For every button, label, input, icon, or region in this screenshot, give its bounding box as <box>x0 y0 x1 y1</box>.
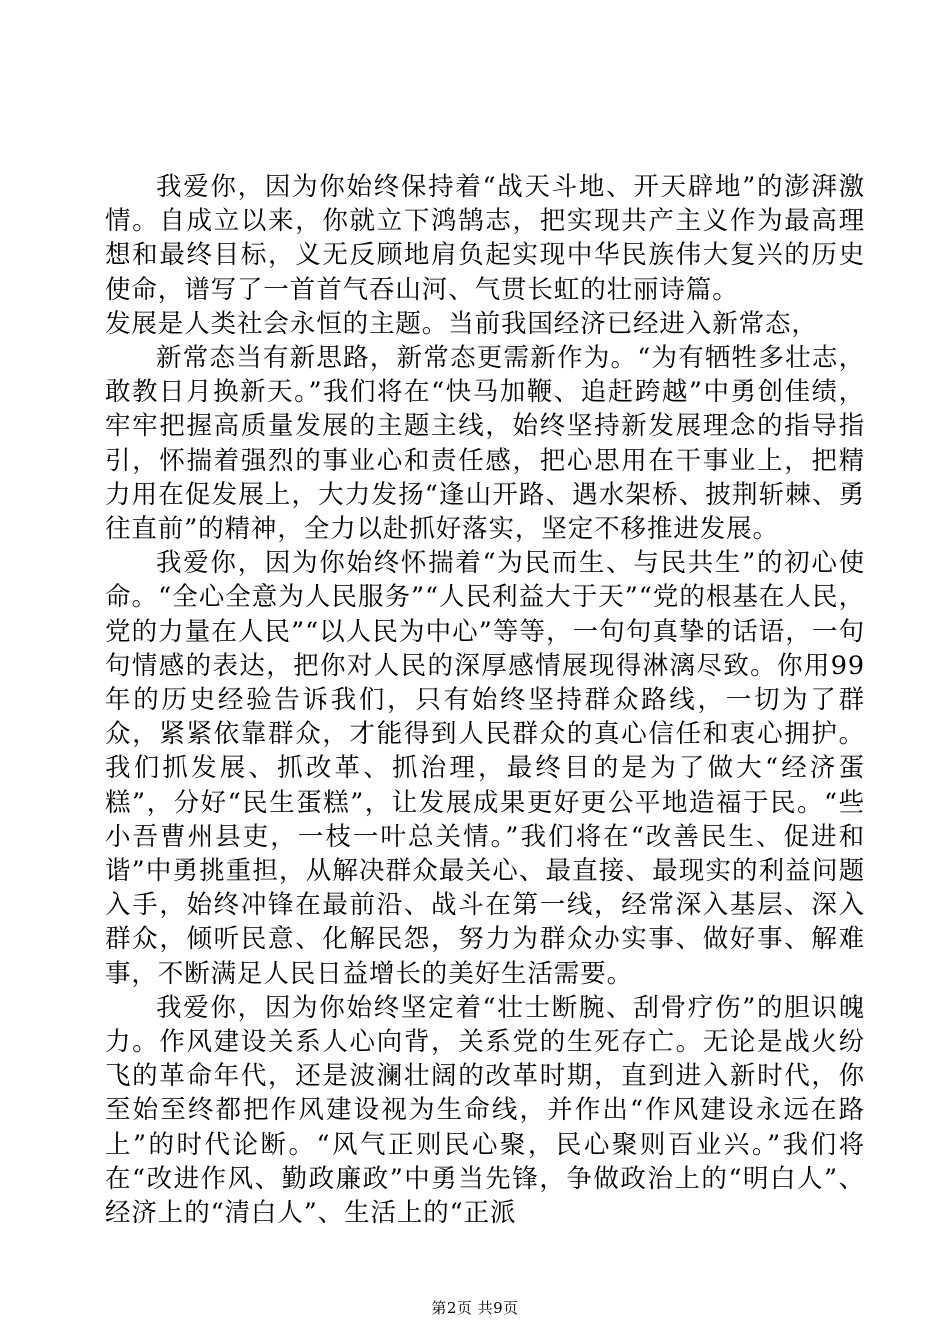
page-number-label: 第2页 共9页 <box>431 1299 519 1317</box>
paragraph-1: 我爱你，因为你始终保持着“战天斗地、开天辟地”的澎湃激情。自成立以来，你就立下鸿鹄志，把实现共产主义作为最高理想和最终目标，义无反顾地肩负起实现中华民族伟大复兴的历史使命，谱写了一首首气吞山河、气贯长虹的壮丽诗篇。 <box>105 172 865 305</box>
paragraph-3: 我爱你，因为你始终怀揣着“为民而生、与民共生”的初心使命。“全心全意为人民服务”“人民利益大于天”“党的根基在人民，党的力量在人民”“以人民为中心”等等，一句句真挚的话语，一句句情感的表达，把你对人民的深厚感情展现得淋漓尽致。你用99年的历史经验告诉我们，只有始终坚持群众路线，一切为了群众，紧紧依靠群众，才能得到人民群众的真心信任和衷心拥护。我们抓发展、抓改革、抓治理，最终目的是为了做大“经济蛋糕”，分好“民生蛋糕”，让发展成果更好更公平地造福于民。“些小吾曹州县吏，一枝一叶总关情。”我们将在“改善民生、促进和谐”中勇挑重担，从解决群众最关心、最直接、最现实的利益问题入手，始终冲锋在最前沿、战斗在第一线，经常深入基层、深入群众，倾听民意、化解民怨，努力为群众办实事、做好事、解难事，不断满足人民日益增长的美好生活需要。 <box>105 548 865 989</box>
paragraph-2: 新常态当有新思路，新常态更需新作为。“为有牺牲多壮志，敢教日月换新天。”我们将在“快马加鞭、追赶跨越”中勇创佳绩，牢牢把握高质量发展的主题主线，始终坚持新发展理念的指导指引，怀揣着强烈的事业心和责任感，把心思用在干事业上，把精力用在促发展上，大力发扬“逢山开路、遇水架桥、披荆斩棘、勇往直前”的精神，全力以赴抓好落实，坚定不移推进发展。 <box>105 343 865 545</box>
paragraph-4: 我爱你，因为你始终坚定着“壮士断腕、刮骨疗伤”的胆识魄力。作风建设关系人心向背，关系党的生死存亡。无论是战火纷飞的革命年代，还是波澜壮阔的改革时期，直到进入新时代，你至始至终都把作风建设视为生命线，并作出“作风建设永远在路上”的时代论断。“风气正则民心聚，民心聚则百业兴。”我们将在“改进作风、勤政廉政”中勇当先锋，争做政治上的“明白人”、经济上的“清白人”、生活上的“正派 <box>105 992 865 1229</box>
document-body <box>105 170 865 1230</box>
page-footer <box>0 1299 950 1317</box>
paragraph-unindented-line: 发展是人类社会永恒的主题。当前我国经济已经进入新常态， <box>105 308 818 339</box>
